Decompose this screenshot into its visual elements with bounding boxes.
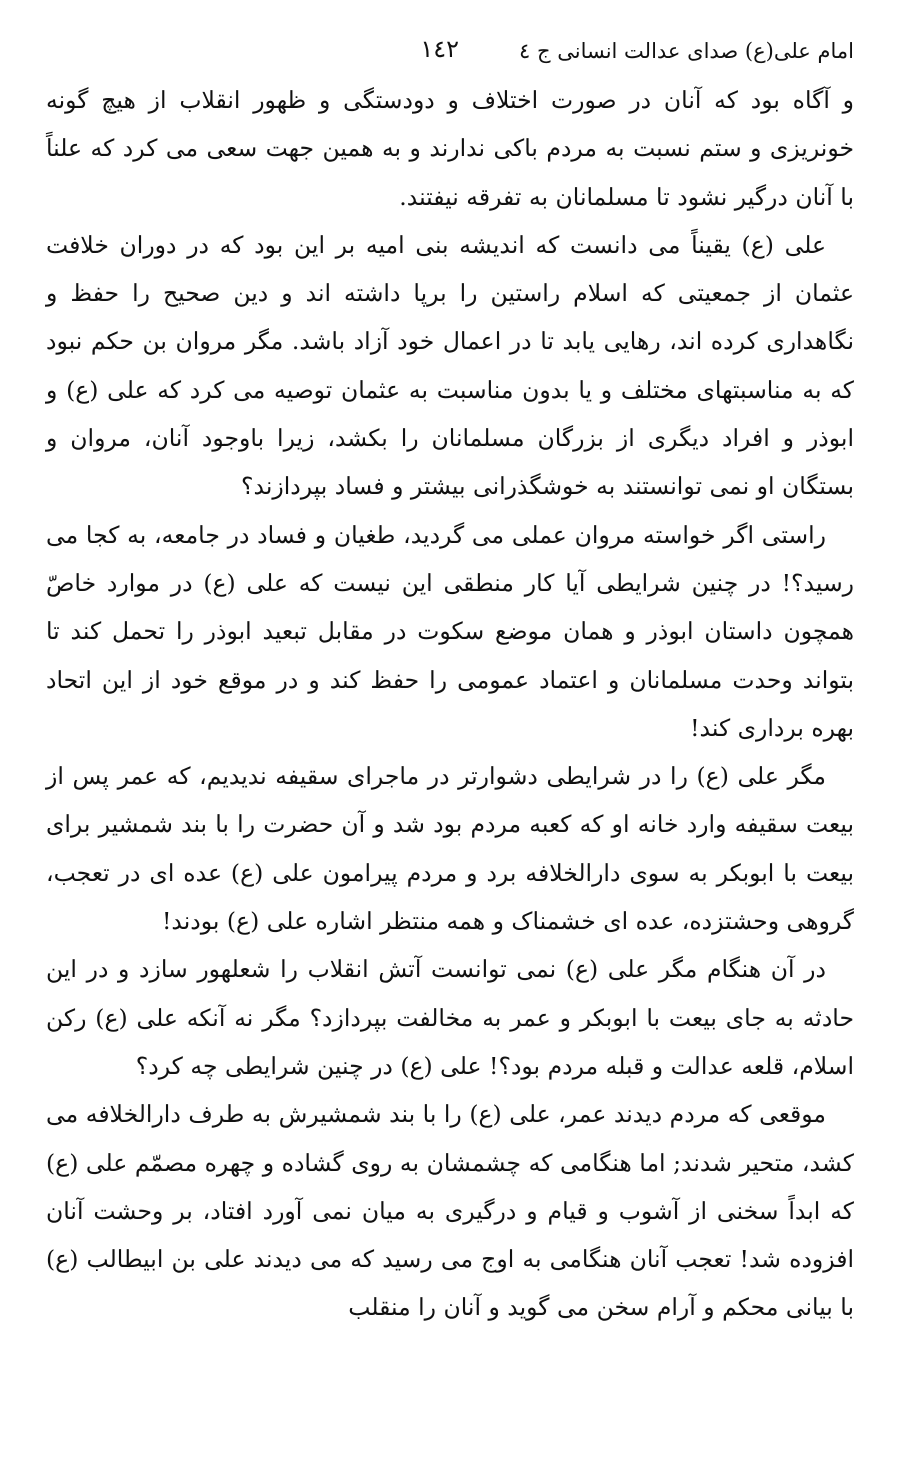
paragraph-5: در آن هنگام مگر علی (ع) نمی توانست آتش انقلاب را شعلهور سازد و در این حادثه به جای بیعت با ابوبکر و عمر به مخالفت بپردازد؟ مگر نه آنکه علی (ع) رکن اسلام، قلعه عدالت و قبله مردم بود؟! علی (ع) در چنین شرایطی چه کرد؟ [46, 955, 854, 1080]
paragraph-6: موقعی که مردم دیدند عمر، علی (ع) را با بند شمشیرش به طرف دارالخلافه می کشد، متحیر شدند; اما هنگامی که چشمشان به روی گشاده و چهره مصمّم علی (ع) که ابداً سخنی از آشوب و قیام و درگیری به میان نمی آورد افتاد، بر وحشت آنان افزوده شد! تعجب آنان هنگامی به اوج می رسید که می دیدند علی بن ابیطالب (ع) با بیانی محکم و آرام سخن می گوید و آنان را منقلب [46, 1100, 854, 1322]
body-text [46, 76, 854, 1332]
paragraph-2: علی (ع) یقیناً می دانست که اندیشه بنی امیه بر این بود که در دوران خلافت عثمان از جمعیتی که اسلام راستین را برپا داشته اند و دین صحیح را حفظ و نگاهداری کرده اند، رهایی یابد تا در اعمال خود آزاد باشد. مگر مروان بن حکم نبود که به مناسبتهای مختلف و یا بدون مناسبت به عثمان توصیه می کرد که علی (ع) و ابوذر و افراد دیگری از بزرگان مسلمانان را بکشد، زیرا باوجود آنان، مروان و بستگان او نمی توانستند به خوشگذرانی بیشتر و فساد بپردازند؟ [46, 230, 854, 501]
paragraph-1: و آگاه بود که آنان در صورت اختلاف و دودستگی و ظهور انقلاب از هیچ گونه خونریزی و ستم نسبت به مردم باکی ندارند و به همین جهت سعی می کرد که علناً با آنان درگیر نشود تا مسلمانان به تفرقه نیفتند. [46, 86, 854, 211]
page-number: ١٤٢ [420, 35, 459, 63]
paragraph-4: مگر علی (ع) را در شرایطی دشوارتر در ماجرای سقیفه ندیدیم، که عمر پس از بیعت سقیفه وارد خانه او که کعبه مردم بود شد و آن حضرت را با بند شمشیر برای بیعت با ابوبکر به سوی دارالخلافه برد و مردم پیرامون علی (ع) عده ای در تعجب، گروهی وحشتزده، عده ای خشمناک و همه منتظر اشاره علی (ع) بودند! [46, 762, 854, 936]
book-title-header: امام علی(ع) صدای عدالت انسانی ج ٤ [519, 39, 854, 63]
paragraph-3: راستی اگر خواسته مروان عملی می گردید، طغیان و فساد در جامعه، به کجا می رسید؟! در چنین شرایطی آیا کار منطقی این نیست که علی (ع) در موارد خاصّ همچون داستان ابوذر و همان موضع سکوت در مقابل تبعید ابوذر را تحمل کند تا بتواند وحدت مسلمانان و اعتماد عمومی را حفظ کند و در موقع خود از این اتحاد بهره برداری کند! [46, 520, 854, 742]
running-header [46, 36, 854, 76]
